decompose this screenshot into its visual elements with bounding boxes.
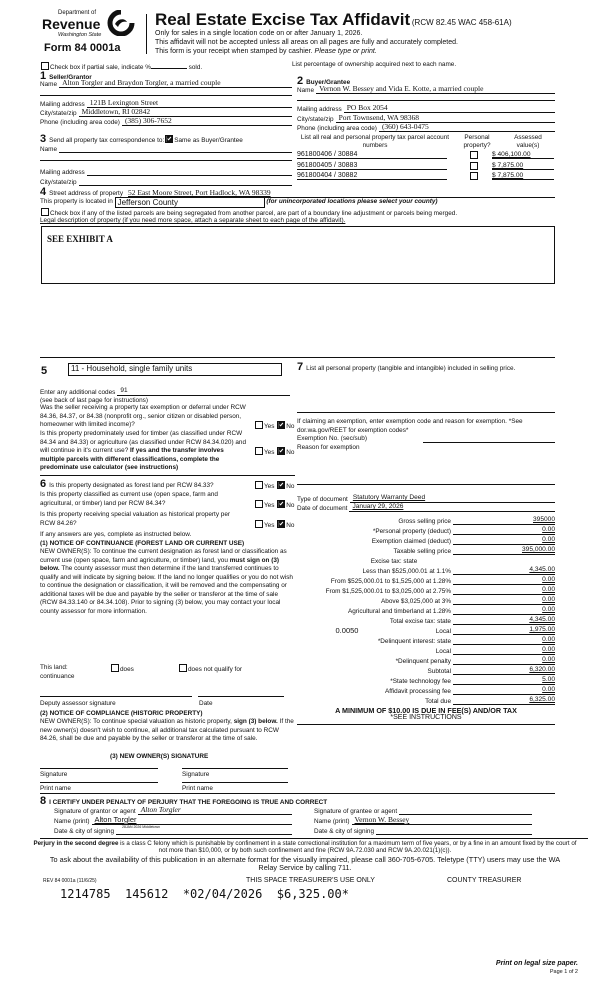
label: City/state/zip — [297, 116, 334, 123]
fee-value[interactable]: 0.00 — [453, 686, 555, 695]
forest-question — [40, 478, 214, 490]
fee-label: Above $3,025,000 at 3% — [381, 598, 451, 605]
label: Name (print) — [54, 818, 90, 825]
fee-value[interactable]: 0.00 — [453, 526, 555, 535]
yes-checkbox[interactable] — [255, 520, 263, 528]
page-title — [155, 10, 512, 30]
legal-description-label: Legal description of property (if you need more space, attach a separate sheet to each page of the affidavit). — [40, 217, 346, 224]
grantee-name-value: Vernon W. Bessey — [352, 816, 532, 825]
yes-label: Yes — [264, 483, 275, 490]
agency-logo — [40, 10, 140, 56]
parcel-account[interactable]: 961800406 / 30884 — [297, 151, 447, 159]
buyer-city-field[interactable] — [297, 114, 555, 123]
fee-value[interactable]: 0.00 — [453, 606, 555, 615]
grantor-date-value: 28JAN 2026 Middletown — [122, 825, 160, 829]
no-label: No — [286, 502, 295, 509]
no-checkbox[interactable] — [277, 520, 285, 528]
buyer-address-field[interactable] — [297, 104, 555, 113]
does-option — [110, 664, 134, 673]
seller-phone-field[interactable] — [40, 117, 292, 126]
exemption-reason-label: Reason for exemption — [297, 444, 360, 451]
fee-row — [297, 696, 555, 705]
deputy-signature-label: Deputy assessor signature — [40, 700, 116, 707]
revision-label: REV 84 0001a (11/6/25) — [43, 878, 97, 884]
street-address-value: 52 East Moore Street, Port Hadlock, WA 98339 — [125, 189, 555, 198]
segregated-label: Check box if any of the listed parcels are being segregated from another parcel, are part of a boundary line adjustment or parcels being merged. — [50, 210, 458, 217]
fee-label: Exemption claimed (deduct) — [371, 538, 451, 545]
parcel-value[interactable]: $ 7,875.00 — [492, 162, 554, 170]
forest-question-text: Is this property designated as forest land per RCW 84.33? — [49, 482, 214, 489]
current-use-yes-no — [254, 500, 294, 509]
label: City/state/zip — [40, 179, 77, 186]
location-row — [40, 197, 438, 208]
buyer-name-value: Vernon W. Bessey and Vida E. Kotte, a married couple — [316, 85, 555, 94]
legal-description-value: SEE EXHIBIT A — [47, 234, 113, 244]
grantee-name-field[interactable] — [314, 816, 532, 825]
fee-row — [297, 566, 555, 575]
no-label: No — [286, 423, 295, 430]
fee-value[interactable]: 6,325.00 — [453, 696, 555, 705]
label: Signature of grantee or agent — [314, 808, 398, 815]
exemption-question: Was the seller receiving a property tax exemption or deferral under RCW 84.36, 84.37, or 84.38 (nonprofit org., senior citizen or disabled person, homeowner with limited income)? — [40, 404, 246, 428]
no-checkbox[interactable] — [277, 421, 285, 429]
document-date-field[interactable] — [297, 503, 555, 512]
parcel-header-value: Assessed value(s) — [514, 134, 542, 149]
personal-property-text: List all personal property (tangible and intangible) included in selling price. — [306, 365, 516, 372]
correspondence-city-field[interactable] — [40, 177, 292, 186]
document-type-value: Statutory Warranty Deed — [350, 494, 555, 503]
label: Date & city of signing — [54, 828, 115, 835]
parcel-personal-checkbox[interactable] — [470, 172, 478, 180]
seller-name-value: Alton Torgler and Braydon Torgler, a married couple — [59, 79, 292, 88]
section-number: 6 — [40, 478, 47, 490]
perjury-bold: Perjury in the second degree — [33, 840, 119, 847]
parcel-account[interactable]: 961800405 / 30883 — [297, 162, 447, 170]
value — [399, 806, 532, 815]
notice3-title: (3) NEW OWNER(S) SIGNATURE — [110, 753, 209, 760]
header-line3-italic: Please type or print. — [314, 48, 377, 55]
grantor-name-field[interactable] — [54, 816, 292, 825]
print-name-label: Print name — [40, 785, 71, 792]
yes-checkbox[interactable] — [255, 500, 263, 508]
fee-row — [297, 596, 555, 605]
fee-label: From $525,000.01 to $1,525,000 at 1.28% — [330, 578, 451, 585]
revenue-logo-icon — [106, 10, 136, 36]
document-date-value: January 29, 2026 — [349, 503, 555, 512]
fee-label: Excise tax: state — [370, 558, 418, 565]
fee-value[interactable]: 0.00 — [453, 596, 555, 605]
section-divider — [297, 724, 555, 725]
header-line1: Only for sales in a single location code on or after January 1, 2026. — [155, 30, 363, 37]
no-checkbox[interactable] — [277, 447, 285, 455]
buyer-phone-field[interactable] — [297, 123, 555, 132]
section-number: 7 — [297, 361, 304, 373]
use-code-select[interactable]: 11 - Household, single family units — [68, 363, 282, 376]
does-checkbox[interactable] — [111, 664, 119, 672]
owner-signature-line-1[interactable] — [40, 768, 158, 769]
notice2-text — [40, 718, 296, 744]
does-not-checkbox[interactable] — [179, 664, 187, 672]
forest-yes-no — [254, 481, 294, 490]
owner-signature-line-2[interactable] — [182, 768, 288, 769]
fee-label: *Delinquent penalty — [395, 658, 451, 665]
owner-print-line-1[interactable] — [40, 782, 158, 783]
fee-row — [297, 556, 555, 565]
fee-label: *State technology fee — [390, 678, 451, 685]
fee-value[interactable]: 395,000.00 — [453, 546, 555, 555]
agency-line3: Washington State — [58, 32, 102, 38]
fee-value[interactable]: 0.00 — [453, 586, 555, 595]
section-number: 3 — [40, 133, 47, 145]
personal-property-line[interactable] — [297, 412, 555, 413]
receipt-stamp: 1214785 145612 *02/04/2026 $6,325.00* — [60, 887, 349, 901]
fee-value[interactable]: 0.00 — [453, 646, 555, 655]
header-line3 — [155, 48, 377, 55]
fee-value[interactable]: 395000 — [453, 516, 555, 525]
fee-value[interactable]: 1,975.00 — [453, 626, 555, 635]
notice1-text — [40, 548, 296, 616]
county-treasurer-label: COUNTY TREASURER — [447, 877, 522, 884]
fee-label: From $1,525,000.01 to $3,025,000 at 2.75% — [325, 588, 451, 595]
grantor-name-value: Alton Torgler — [92, 816, 292, 825]
signature-label: Signature — [182, 771, 210, 778]
footer-divider — [40, 838, 588, 839]
no-checkbox[interactable] — [277, 481, 285, 489]
timber-question-bold: If yes and the transfer involves multiple parcels with different classifications, complete the predominate use calculator (see instructions) — [40, 447, 224, 471]
print-name-label: Print name — [182, 785, 213, 792]
minimum-note: A MINIMUM OF $10.00 IS DUE IN FEE(S) AND/OR TAX — [335, 706, 517, 715]
fee-label: Taxable selling price — [393, 548, 451, 555]
parcel-header-personal: Personal property? — [463, 134, 491, 149]
value — [116, 826, 292, 835]
yes-checkbox[interactable] — [255, 481, 263, 489]
buyer-heading-text: Buyer/Grantee — [306, 79, 351, 86]
signature-label: Signature — [40, 771, 68, 778]
label: Phone (including area code) — [297, 125, 377, 132]
section-divider — [40, 357, 555, 358]
form-number: Form 84 0001a — [44, 42, 121, 54]
parcel-header-accounts: List all real and personal property tax parcel account numbers — [300, 134, 450, 149]
no-label: No — [286, 483, 295, 490]
fee-row — [297, 586, 555, 595]
does-not-option — [178, 664, 242, 673]
no-label: No — [286, 449, 295, 456]
fee-row — [297, 606, 555, 615]
notice1-title: (1) NOTICE OF CONTINUANCE (FOREST LAND OR CURRENT USE) — [40, 540, 245, 547]
notice2-text-bold: sign (3) below. — [233, 718, 278, 725]
fee-value[interactable]: 0.00 — [453, 636, 555, 645]
legal-description-box[interactable] — [41, 226, 555, 284]
section-divider — [40, 475, 295, 476]
seller-address-value: 121B Lexington Street — [87, 99, 292, 108]
partial-sale-label-post: sold. — [188, 64, 203, 71]
additional-codes-field[interactable] — [40, 387, 290, 396]
label: Enter any additional codes — [40, 389, 116, 396]
buyer-phone-value: (360) 643-0475 — [379, 123, 555, 132]
current-use-question: Is this property classified as current use (open space, farm and agricultural, or timber) land per RCW 84.34? — [40, 491, 218, 507]
section-number: 4 — [40, 186, 47, 198]
header-line2: This affidavit will not be accepted unless all areas on all pages are fully and accurately completed. — [155, 39, 458, 46]
notice1-text-b: The county assessor must then determine if the land transferred continues to qualify and will indicate by signing below. If the land no longer qualifies or you do not wish to continue the designation or classification, it will be removed and the compensating or additional taxes will be due and payable by the seller or transferor at the time of sale (RCW 84.33.140 or 84.34.108). Prior to signing (3) below, you may contact your local county assessor for more information. — [40, 565, 293, 615]
additional-codes-value: 91 — [117, 387, 290, 396]
buyer-address-value: PO Box 2054 — [344, 104, 555, 113]
fee-row — [297, 526, 555, 535]
label: Street address of property — [49, 190, 124, 197]
parcel-row — [297, 172, 555, 182]
deputy-date-line[interactable] — [198, 696, 284, 697]
label: Date & city of signing — [314, 828, 375, 835]
partial-sale-label: Check box if partial sale, indicate % — [50, 64, 151, 71]
exemption-note: If claiming an exemption, enter exemption code and reason for exemption. *See dor.wa.gov/REET for exemption codes* — [297, 418, 523, 434]
seller-address-field[interactable] — [40, 99, 292, 108]
deputy-signature-line[interactable] — [40, 696, 192, 697]
fee-row — [297, 636, 555, 645]
grantee-signature-field[interactable] — [314, 806, 532, 815]
value — [376, 826, 532, 835]
yes-checkbox[interactable] — [255, 421, 263, 429]
fee-value[interactable]: 0.00 — [453, 576, 555, 585]
section-divider — [40, 793, 555, 794]
correspondence-name-line2[interactable] — [40, 160, 292, 161]
header-divider — [146, 14, 147, 54]
value — [79, 177, 292, 186]
fee-label: Local — [435, 648, 451, 655]
exemption-yes-no — [254, 421, 294, 430]
parcel-value[interactable]: $ 7,875.00 — [492, 172, 554, 180]
parcel-personal-checkbox[interactable] — [470, 162, 478, 170]
segregated-row — [40, 208, 457, 217]
yes-label: Yes — [264, 502, 275, 509]
deputy-date-label: Date — [199, 700, 213, 707]
fee-row — [297, 686, 555, 695]
parcel-row — [297, 151, 555, 161]
segregated-checkbox[interactable] — [41, 208, 49, 216]
buyer-city-value: Port Townsend, WA 98368 — [336, 114, 555, 123]
document-type-field[interactable] — [297, 494, 555, 503]
notice2-text-a: NEW OWNER(S): To continue special valuation as historic property, — [40, 718, 234, 725]
parcel-value[interactable]: $ 406,100.00 — [492, 151, 554, 159]
fee-row — [297, 516, 555, 525]
timber-question-text: Is this property predominately used for timber (as classified under RCW 84.34 and 84.33) or agriculture (as classified under RCW 84.34.020) and will continue in it's current use? — [40, 430, 247, 454]
label: Mailing address — [297, 106, 342, 113]
value — [59, 144, 292, 153]
same-as-buyer-checkbox[interactable] — [165, 135, 173, 143]
label: City/state/zip — [40, 110, 77, 117]
section-number: 2 — [297, 75, 304, 87]
header-line3-text: This form is your receipt when stamped by cashier. — [155, 48, 313, 55]
accessibility-notice: To ask about the availability of this publication in an alternate format for the visually impaired, please call 360-705-6705. Teletype (TTY) users may use the WA Relay Service by calling 711. — [49, 855, 561, 872]
label: Name — [297, 87, 315, 94]
value — [87, 167, 292, 176]
personal-property-label — [297, 363, 552, 374]
yes-label: Yes — [264, 522, 275, 529]
does-label: does — [120, 666, 134, 673]
treasurer-use-label: THIS SPACE TREASURER'S USE ONLY — [246, 877, 375, 884]
grantee-date-field[interactable] — [314, 826, 532, 835]
section-number: 8 — [40, 795, 47, 807]
additional-codes-note: (see back of last page for instructions) — [40, 397, 148, 404]
buyer-name-line2[interactable] — [297, 100, 555, 101]
label: Date of document — [297, 505, 348, 512]
fee-label: *Personal property (deduct) — [372, 528, 451, 535]
seller-heading-text: Seller/Grantor — [49, 74, 92, 81]
historical-question: Is this property receiving special valuation as historical property per RCW 84.26? — [40, 511, 231, 527]
agency-line1: Department of — [58, 10, 97, 16]
fee-value[interactable]: 0.00 — [453, 656, 555, 665]
partial-sale-checkbox[interactable] — [41, 62, 49, 70]
fee-label: Subtotal — [427, 668, 451, 675]
partial-sale-percent-field[interactable] — [151, 68, 187, 69]
fee-row — [297, 646, 555, 655]
yes-label: Yes — [264, 423, 275, 430]
fee-row — [297, 626, 555, 635]
section-number: 1 — [40, 70, 47, 82]
seller-name-field[interactable] — [40, 79, 292, 88]
if-yes-note: If any answers are yes, complete as instructed below. — [40, 531, 192, 538]
exemption-reason-line[interactable] — [297, 484, 555, 485]
fee-row — [297, 666, 555, 675]
local-rate: 0.0050 — [335, 626, 359, 635]
owner-print-line-2[interactable] — [182, 782, 288, 783]
label: Name — [40, 146, 58, 153]
fee-label: Less than $525,000.01 at 1.1% — [362, 568, 451, 575]
no-label: No — [286, 522, 295, 529]
buyer-name-field[interactable] — [297, 85, 555, 94]
label: Mailing address — [40, 101, 85, 108]
fee-row — [297, 536, 555, 545]
county-note: (for unincorporated locations please select your county) — [266, 198, 438, 205]
section-number: 5 — [41, 365, 48, 377]
timber-question — [40, 430, 250, 473]
title-text: Real Estate Excise Tax Affidavit — [155, 10, 411, 29]
label: Signature of grantor or agent — [54, 808, 136, 815]
notice2-title: (2) NOTICE OF COMPLIANCE (HISTORIC PROPERTY) — [40, 710, 203, 717]
seller-name-line2[interactable] — [40, 95, 292, 96]
fee-label: Agricultural and timberland at 1.28% — [347, 608, 451, 615]
continuance-label: continuance — [40, 673, 75, 680]
grantor-date-field[interactable] — [54, 826, 292, 835]
parcel-personal-checkbox[interactable] — [470, 151, 478, 159]
fee-label: Affidavit processing fee — [385, 688, 451, 695]
label: Phone (including area code) — [40, 119, 120, 126]
agency-line2: Revenue — [42, 16, 101, 32]
label: Name — [40, 81, 58, 88]
fee-row — [297, 546, 555, 555]
notice1-text-bold: must sign on (3) below. — [40, 556, 280, 572]
fee-row — [297, 676, 555, 685]
fee-label: Total excise tax: state — [389, 618, 451, 625]
seller-phone-value: (385) 306-7652 — [122, 117, 292, 126]
correspondence-name-field[interactable] — [40, 144, 292, 153]
perjury-text: is a class C felony which is punishable by confinement in a state correctional institution for a maximum term of five years, or by a fine in an amount fixed by the court of not more than $10,000, or by both such confinement and fine (RCW 9A.72.030 and RCW 9A.20.021(1)(c)). — [118, 840, 577, 854]
see-instructions: *SEE INSTRUCTIONS — [390, 714, 462, 721]
grantor-signature-field[interactable] — [54, 806, 292, 815]
correspondence-address-field[interactable] — [40, 167, 292, 176]
fee-row — [297, 576, 555, 585]
correspondence-label: Send all property tax correspondence to: — [49, 137, 165, 144]
label: Type of document — [297, 496, 348, 503]
legal-paper-note: Print on legal size paper. — [495, 960, 578, 967]
fee-value[interactable]: 4,345.00 — [453, 616, 555, 625]
label: Name (print) — [314, 818, 350, 825]
parcel-account[interactable]: 961800404 / 30882 — [297, 172, 447, 180]
exemption-no-label: Exemption No. (sec/sub) — [297, 435, 367, 442]
yes-checkbox[interactable] — [255, 447, 263, 455]
fee-label: Total due — [425, 698, 451, 705]
fee-value[interactable]: 4,345.00 — [453, 566, 555, 575]
historical-yes-no — [254, 520, 294, 529]
certify-text: I CERTIFY UNDER PENALTY OF PERJURY THAT THE FOREGOING IS TRUE AND CORRECT — [49, 799, 328, 806]
fee-row — [297, 616, 555, 625]
fee-value[interactable]: 0.00 — [453, 536, 555, 545]
yes-label: Yes — [264, 449, 275, 456]
exemption-no-field[interactable] — [423, 442, 555, 443]
same-as-buyer-label: Same as Buyer/Grantee — [174, 137, 243, 144]
fee-row — [297, 656, 555, 665]
parcel-row — [297, 162, 555, 172]
label: Mailing address — [40, 169, 85, 176]
does-not-label: does not qualify for — [188, 666, 242, 673]
seller-city-value: Middletown, RI 02842 — [79, 108, 292, 117]
fee-label: Gross selling price — [398, 518, 451, 525]
fee-value[interactable]: 6,320.00 — [453, 666, 555, 675]
grantor-signature: Alton Torgler — [138, 806, 292, 815]
located-label: This property is located in — [40, 198, 113, 205]
county-select[interactable]: Jefferson County — [115, 197, 265, 208]
page-number: Page 1 of 2 — [549, 969, 578, 975]
seller-city-field[interactable] — [40, 108, 292, 117]
fee-label: Local — [435, 628, 451, 635]
timber-yes-no — [254, 447, 294, 456]
perjury-notice — [30, 840, 580, 854]
ownership-note: List percentage of ownership acquired next to each name. — [292, 61, 457, 68]
fee-label: *Delinquent interest: state — [377, 638, 451, 645]
notice2-text-b: If the new owner(s) doesn't wish to continue, all additional tax calculated pursuant to RCW 84.26, shall be due and payable by the seller or transferor at the time of sale. — [40, 718, 294, 742]
this-land-label: This land: — [40, 664, 68, 671]
notice1-text-a: NEW OWNER(S): To continue the current designation as forest land or classification as current use (open space, farm and agriculture, or timber) land, you — [40, 548, 287, 564]
fee-value[interactable]: 5.00 — [453, 676, 555, 685]
title-statute: (RCW 82.45 WAC 458-61A) — [411, 18, 512, 27]
no-checkbox[interactable] — [277, 500, 285, 508]
